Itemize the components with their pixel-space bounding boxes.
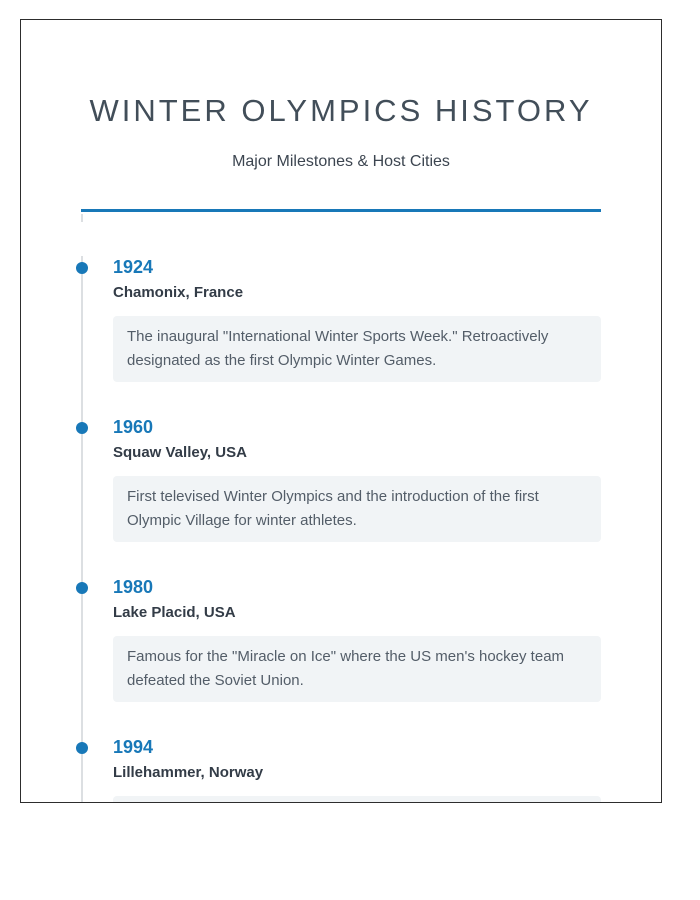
- timeline-description: The inaugural "International Winter Sports Week." Retroactively designated as the first Olympic Winter Games.: [113, 316, 601, 382]
- accent-divider: [81, 209, 601, 212]
- timeline-item-1924: [83, 256, 601, 382]
- document-card: [20, 19, 662, 803]
- timeline-description: [113, 796, 601, 803]
- timeline-city: Lake Placid, USA: [113, 604, 236, 621]
- timeline-item-1960: [83, 416, 601, 542]
- timeline-dot-icon: [76, 422, 88, 434]
- timeline-dot-icon: [76, 582, 88, 594]
- page-subtitle: Major Milestones & Host Cities: [232, 153, 450, 170]
- timeline-item-1980: [83, 576, 601, 702]
- timeline-city: Lillehammer, Norway: [113, 764, 264, 781]
- timeline-year: 1980: [113, 577, 154, 597]
- timeline: [81, 256, 601, 803]
- timeline-description: First televised Winter Olympics and the introduction of the first Olympic Village for winter athletes.: [113, 476, 601, 542]
- timeline-line-stub: [81, 214, 83, 222]
- timeline-city: Squaw Valley, USA: [113, 444, 247, 461]
- timeline-year: 1994: [113, 737, 154, 757]
- timeline-item-1994: [83, 736, 601, 803]
- timeline-dot-icon: [76, 262, 88, 274]
- page-title: WINTER OLYMPICS HISTORY: [89, 93, 593, 128]
- timeline-year: 1960: [113, 417, 154, 437]
- timeline-year: 1924: [113, 257, 154, 277]
- timeline-city: Chamonix, France: [113, 284, 244, 301]
- timeline-dot-icon: [76, 742, 88, 754]
- timeline-description: Famous for the "Miracle on Ice" where the US men's hockey team defeated the Soviet Union.: [113, 636, 601, 702]
